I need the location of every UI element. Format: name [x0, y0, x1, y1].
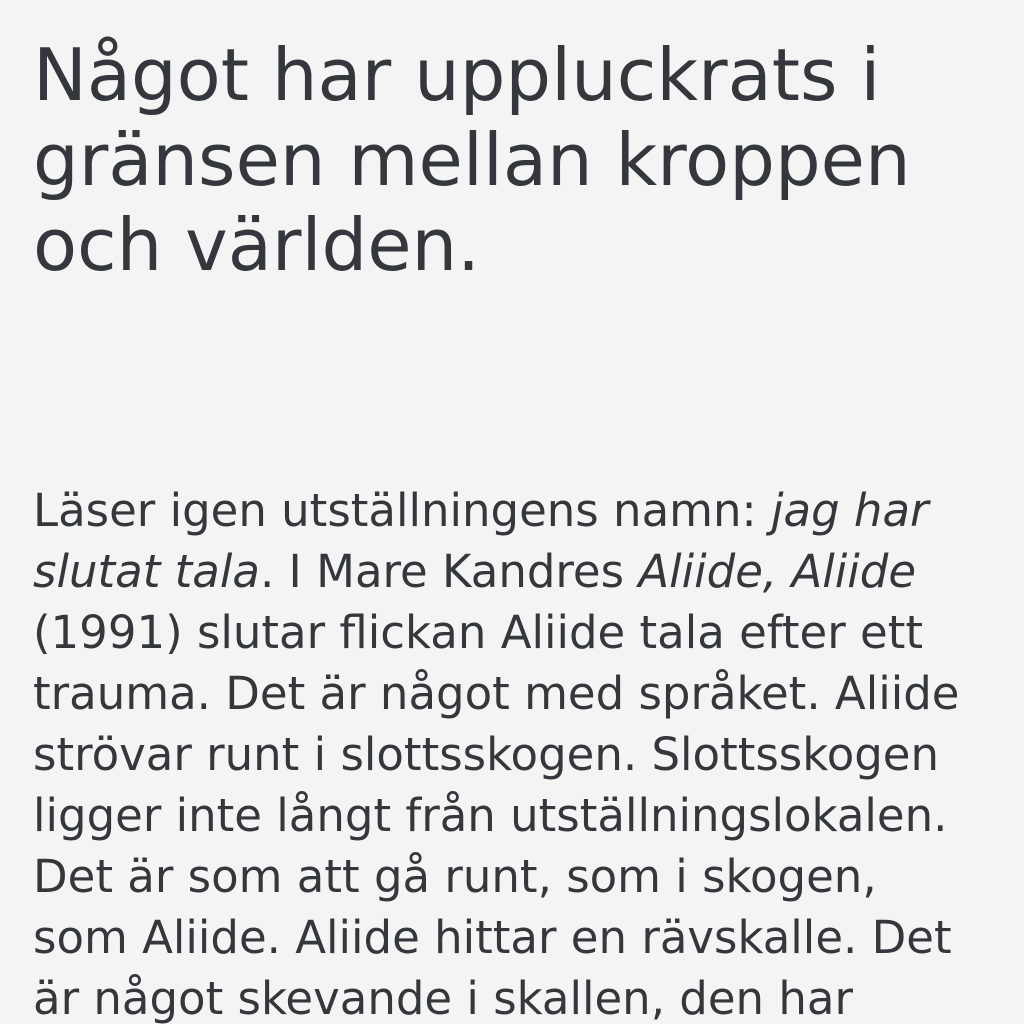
text-line [33, 541, 1004, 602]
text-segment: Det är som att gå runt, som i skogen, [33, 850, 877, 903]
text-segment: är något skevande i skallen, den har [33, 972, 853, 1024]
text-line [33, 907, 1004, 968]
italic-text-segment: slutat tala [33, 545, 260, 598]
body-paragraph [33, 480, 1004, 1024]
text-line [33, 118, 1004, 203]
text-line [33, 968, 1004, 1024]
page-heading [33, 33, 1004, 288]
text-line [33, 663, 1004, 724]
italic-text-segment: Aliide, Aliide [638, 545, 917, 598]
text-line [33, 480, 1004, 541]
text-line [33, 203, 1004, 288]
text-line [33, 33, 1004, 118]
text-line [33, 602, 1004, 663]
italic-text-segment: jag har [770, 484, 929, 537]
text-segment: (1991) slutar flickan Aliide tala efter ett [33, 606, 923, 659]
text-segment: trauma. Det är något med språket. Aliide [33, 667, 960, 720]
text-segment: Något har uppluckrats i [33, 33, 881, 117]
text-segment: och världen. [33, 203, 481, 287]
text-segment: ligger inte långt från utställningslokalen. [33, 789, 948, 842]
text-segment: som Aliide. Aliide hittar en rävskalle. Det [33, 911, 952, 964]
text-segment: gränsen mellan kroppen [33, 118, 911, 202]
text-line [33, 724, 1004, 785]
text-segment: . I Mare Kandres [259, 545, 639, 598]
text-line [33, 785, 1004, 846]
text-line [33, 846, 1004, 907]
text-segment: strövar runt i slottsskogen. Slottsskogen [33, 728, 939, 781]
text-segment: Läser igen utställningens namn: [33, 484, 771, 537]
